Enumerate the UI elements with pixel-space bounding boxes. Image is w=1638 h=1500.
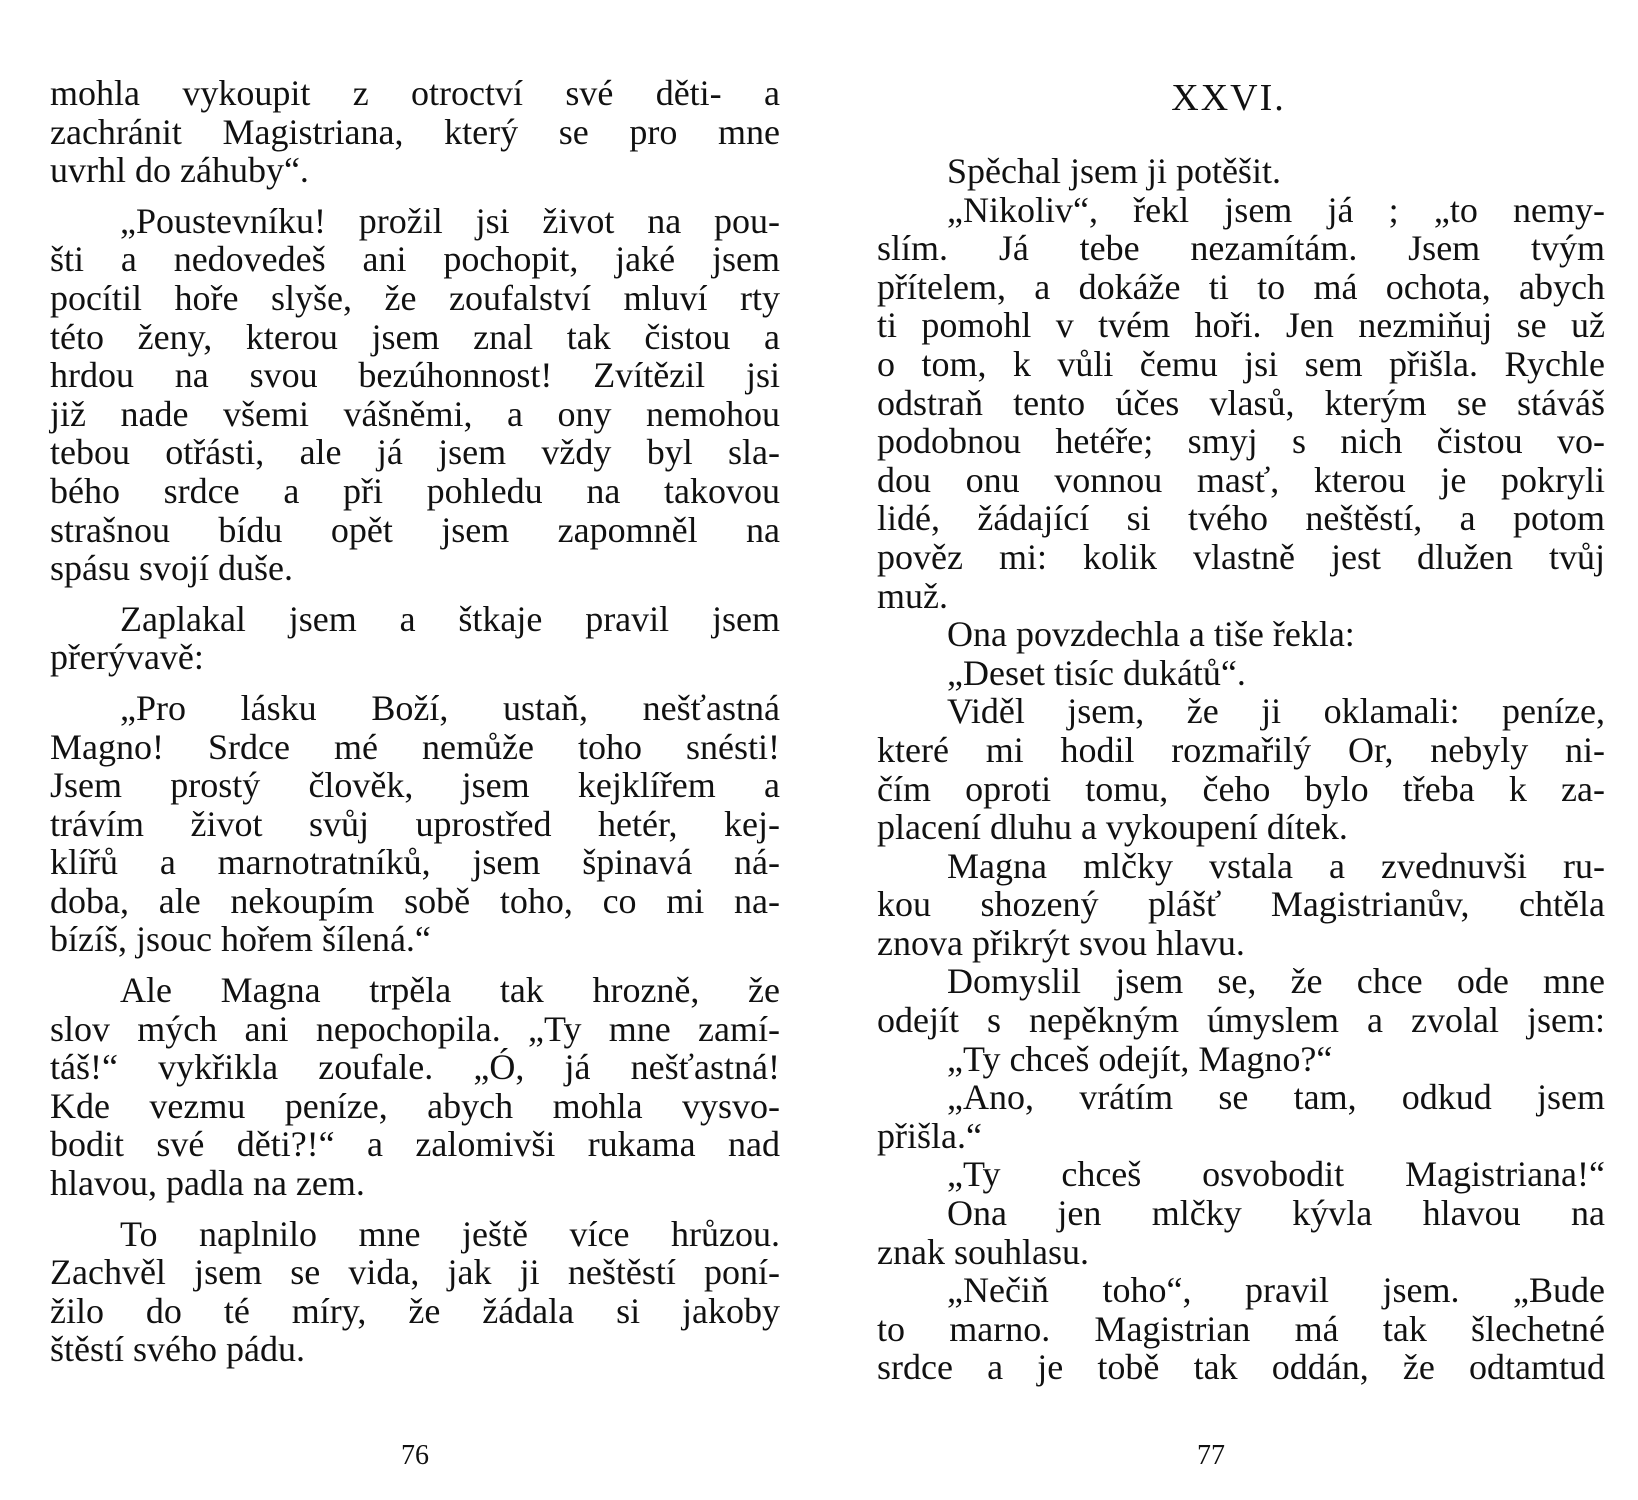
- text-line: Zaplakal jsem a štkaje pravil jsem: [120, 598, 780, 639]
- text-line: odejít s nepěkným úmyslem a zvolal jsem:: [877, 1000, 1605, 1041]
- text-line: zachránit Magistriana, který se pro mne: [50, 111, 780, 152]
- text-line: doba, ale nekoupím sobě toho, co mi na-: [50, 880, 780, 921]
- text-line: hrdou na svou bezúhonnost! Zvítězil jsi: [50, 355, 780, 396]
- text-line: Jsem prostý člověk, jsem kejklířem a: [50, 765, 780, 806]
- text-line: ti pomohl v tvém hoři. Jen nezmiňuj se už: [877, 305, 1605, 346]
- text-line: Magno! Srdce mé nemůže toho snésti!: [50, 726, 780, 767]
- page-number: 76: [401, 1440, 429, 1471]
- text-line: Ale Magna trpěla tak hrozně, že: [120, 970, 780, 1011]
- text-line: uvrhl do záhuby“.: [50, 150, 309, 191]
- text-line: „Ano, vrátím se tam, odkud jsem: [947, 1077, 1605, 1118]
- right-page-text: [877, 152, 1605, 1387]
- text-line: spásu svojí duše.: [50, 548, 293, 589]
- text-line: Kde vezmu peníze, abych mohla vysvo-: [50, 1085, 780, 1126]
- text-line: srdce a je tobě tak oddán, že odtamtud: [877, 1347, 1605, 1388]
- text-line: znak souhlasu.: [877, 1231, 1089, 1272]
- text-line: bízíš, jsouc hořem šílená.“: [50, 919, 431, 960]
- text-line: hlavou, padla na zem.: [50, 1163, 365, 1204]
- text-line: přerývavě:: [50, 637, 204, 678]
- text-line: „Ty chceš odejít, Magno?“: [947, 1038, 1333, 1079]
- text-line: žilo do té míry, že žádala si jakoby: [50, 1290, 780, 1331]
- text-line: znova přikrýt svou hlavu.: [877, 922, 1245, 963]
- text-line: Zachvěl jsem se vida, jak ji neštěstí poní-: [50, 1252, 780, 1293]
- text-line: o tom, k vůli čemu jsi sem přišla. Rychle: [877, 343, 1605, 384]
- text-line: strašnou bídu opět jsem zapomněl na: [50, 509, 780, 550]
- text-line: „Poustevníku! prožil jsi život na pou-: [120, 200, 780, 241]
- text-line: podobnou hetéře; smyj s nich čistou vo-: [877, 421, 1605, 462]
- text-line: „Deset tisíc dukátů“.: [947, 652, 1246, 693]
- text-line: Ona povzdechla a tiše řekla:: [947, 614, 1355, 655]
- text-line: Domyslil jsem se, že chce ode mne: [947, 961, 1605, 1002]
- text-line: Viděl jsem, že ji oklamali: peníze,: [947, 691, 1605, 732]
- text-line: táš!“ vykřikla zoufale. „Ó, já nešťastná!: [50, 1047, 780, 1088]
- text-line: pověz mi: kolik vlastně jest dlužen tvůj: [877, 536, 1605, 577]
- text-line: muž.: [877, 575, 948, 616]
- left-page-text: [50, 74, 780, 1369]
- text-line: placení dluhu a vykoupení dítek.: [877, 807, 1348, 848]
- text-line: bého srdce a při pohledu na takovou: [50, 470, 780, 511]
- text-line: slím. Já tebe nezamítám. Jsem tvým: [877, 228, 1605, 269]
- text-line: tebou otřásti, ale já jsem vždy byl sla-: [50, 432, 780, 473]
- text-line: přítelem, a dokáže ti to má ochota, abych: [877, 266, 1605, 307]
- text-line: mohla vykoupit z otroctví své děti- a: [50, 73, 780, 113]
- text-line: Spěchal jsem ji potěšit.: [947, 151, 1281, 191]
- text-line: již nade všemi vášněmi, a ony nemohou: [50, 393, 780, 434]
- page-number: 77: [1197, 1440, 1225, 1471]
- text-line: trávím život svůj uprostřed hetér, kej-: [50, 803, 780, 844]
- text-line: Ona jen mlčky kývla hlavou na: [947, 1193, 1605, 1234]
- text-line: To naplnilo mne ještě více hrůzou.: [120, 1213, 780, 1254]
- text-line: dou onu vonnou masť, kterou je pokryli: [877, 459, 1605, 500]
- text-line: slov mých ani nepochopila. „Ty mne zamí-: [50, 1008, 780, 1049]
- text-line: této ženy, kterou jsem znal tak čistou a: [50, 316, 780, 357]
- text-line: „Pro lásku Boží, ustaň, nešťastná: [120, 687, 780, 728]
- text-line: Magna mlčky vstala a zvednuvši ru-: [947, 845, 1605, 886]
- text-line: štěstí svého pádu.: [50, 1329, 305, 1370]
- text-line: přišla.“: [877, 1115, 982, 1156]
- text-line: bodit své děti?!“ a zalomivši rukama nad: [50, 1124, 780, 1165]
- text-line: lidé, žádající si tvého neštěstí, a potom: [877, 498, 1605, 539]
- text-line: klířů a marnotratníků, jsem špinavá ná-: [50, 842, 780, 883]
- text-line: které mi hodil rozmařilý Or, nebyly ni-: [877, 729, 1605, 770]
- text-line: „Ty chceš osvobodit Magistriana!“: [947, 1154, 1605, 1195]
- text-line: „Nečiň toho“, pravil jsem. „Bude: [947, 1270, 1605, 1311]
- text-line: šti a nedovedeš ani pochopit, jaké jsem: [50, 239, 780, 280]
- chapter-heading: XXVI.: [1171, 77, 1286, 119]
- text-line: pocítil hoře slyše, že zoufalství mluví rty: [50, 277, 780, 318]
- right-page: [819, 0, 1638, 1500]
- text-line: čím oproti tomu, čeho bylo třeba k za-: [877, 768, 1605, 809]
- text-line: „Nikoliv“, řekl jsem já ; „to nemy-: [947, 189, 1605, 230]
- text-line: to marno. Magistrian má tak šlechetné: [877, 1308, 1605, 1349]
- text-line: odstraň tento účes vlasů, kterým se stáváš: [877, 382, 1605, 423]
- text-line: kou shozený plášť Magistrianův, chtěla: [877, 884, 1605, 925]
